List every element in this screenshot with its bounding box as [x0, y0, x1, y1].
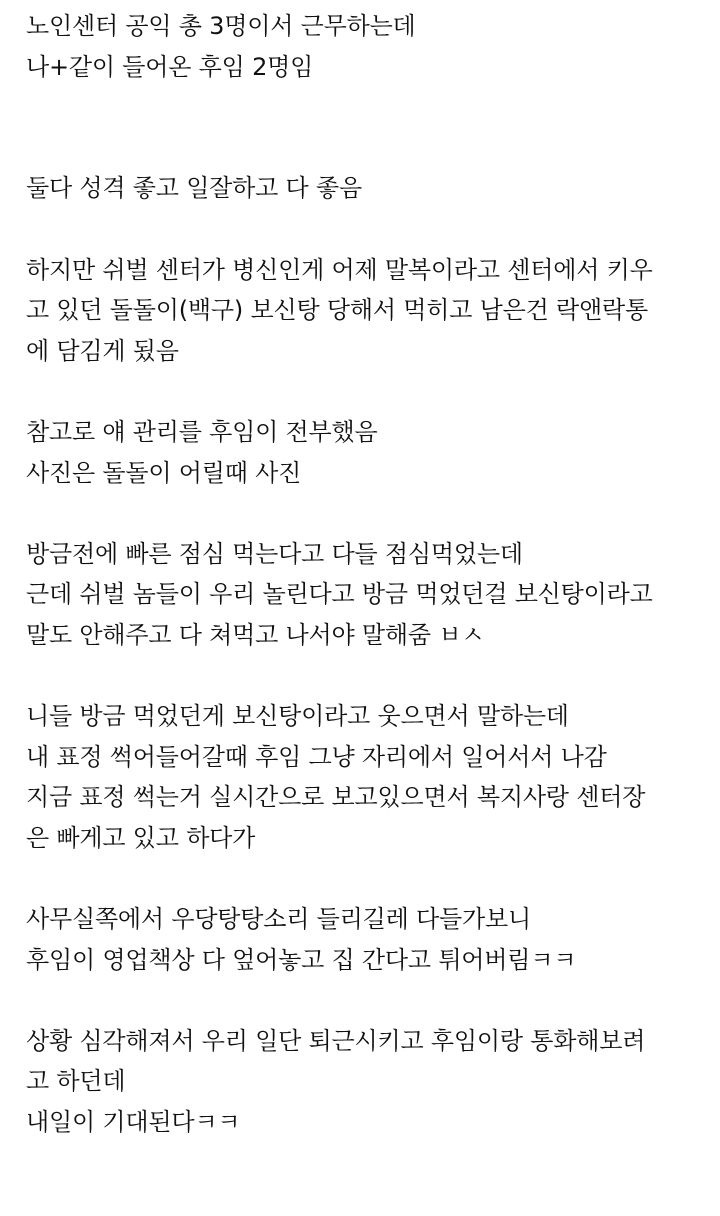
post-line: 내일이 기대된다ㅋㅋ [26, 1108, 241, 1137]
post-line: 고 있던 돌돌이(백구) 보신탕 당해서 먹히고 남은건 락앤락통 [26, 296, 648, 325]
blank-line [26, 371, 716, 412]
post-line: 하지만 쉬벌 센터가 병신인게 어제 말복이라고 센터에서 키우 [26, 255, 653, 284]
post-line: 참고로 얘 관리를 후임이 전부했음 [26, 417, 378, 446]
blank-line [26, 87, 716, 128]
post-line: 후임이 영업책상 다 엎어놓고 집 간다고 튀어버림ㅋㅋ [26, 945, 577, 974]
blank-line [26, 493, 716, 534]
post-line: 상황 심각해져서 우리 일단 퇴근시키고 후임이랑 통화해보려 [26, 1026, 646, 1055]
blank-line [26, 128, 716, 169]
post-line: 노인센터 공익 총 3명이서 근무하는데 [26, 12, 416, 40]
post-line: 고 하던데 [26, 1067, 126, 1096]
post-line: 둘다 성격 좋고 일잘하고 다 좋음 [26, 174, 362, 203]
blank-line [26, 858, 716, 899]
post-line: 니들 방금 먹었던게 보신탕이라고 웃으면서 말하는데 [26, 702, 569, 731]
blank-line [26, 656, 716, 697]
post-line: 사진은 돌돌이 어릴때 사진 [26, 458, 302, 487]
post-line: 사무실쪽에서 우당탕탕소리 들리길레 다들가보니 [26, 905, 531, 934]
post-body [26, 6, 716, 1143]
blank-line [26, 209, 716, 250]
post-line: 나+같이 들어온 후임 2명임 [26, 52, 314, 81]
post-line: 에 담김게 됬음 [26, 336, 179, 365]
post-line: 내 표정 썩어들어갈때 후임 그냥 자리에서 일어서서 나감 [26, 742, 607, 771]
post-line: 말도 안해주고 다 쳐먹고 나서야 말해줌 ㅂㅅ [26, 620, 485, 649]
post-line: 은 빠게고 있고 하다가 [26, 823, 256, 852]
post-line: 지금 표정 썩는거 실시간으로 보고있으면서 복지사랑 센터장 [26, 783, 646, 812]
post-line: 근데 쉬벌 놈들이 우리 놀린다고 방금 먹었던걸 보신탕이라고 [26, 580, 653, 609]
blank-line [26, 980, 716, 1021]
post-line: 방금전에 빠른 점심 먹는다고 다들 점심먹었는데 [26, 539, 523, 568]
